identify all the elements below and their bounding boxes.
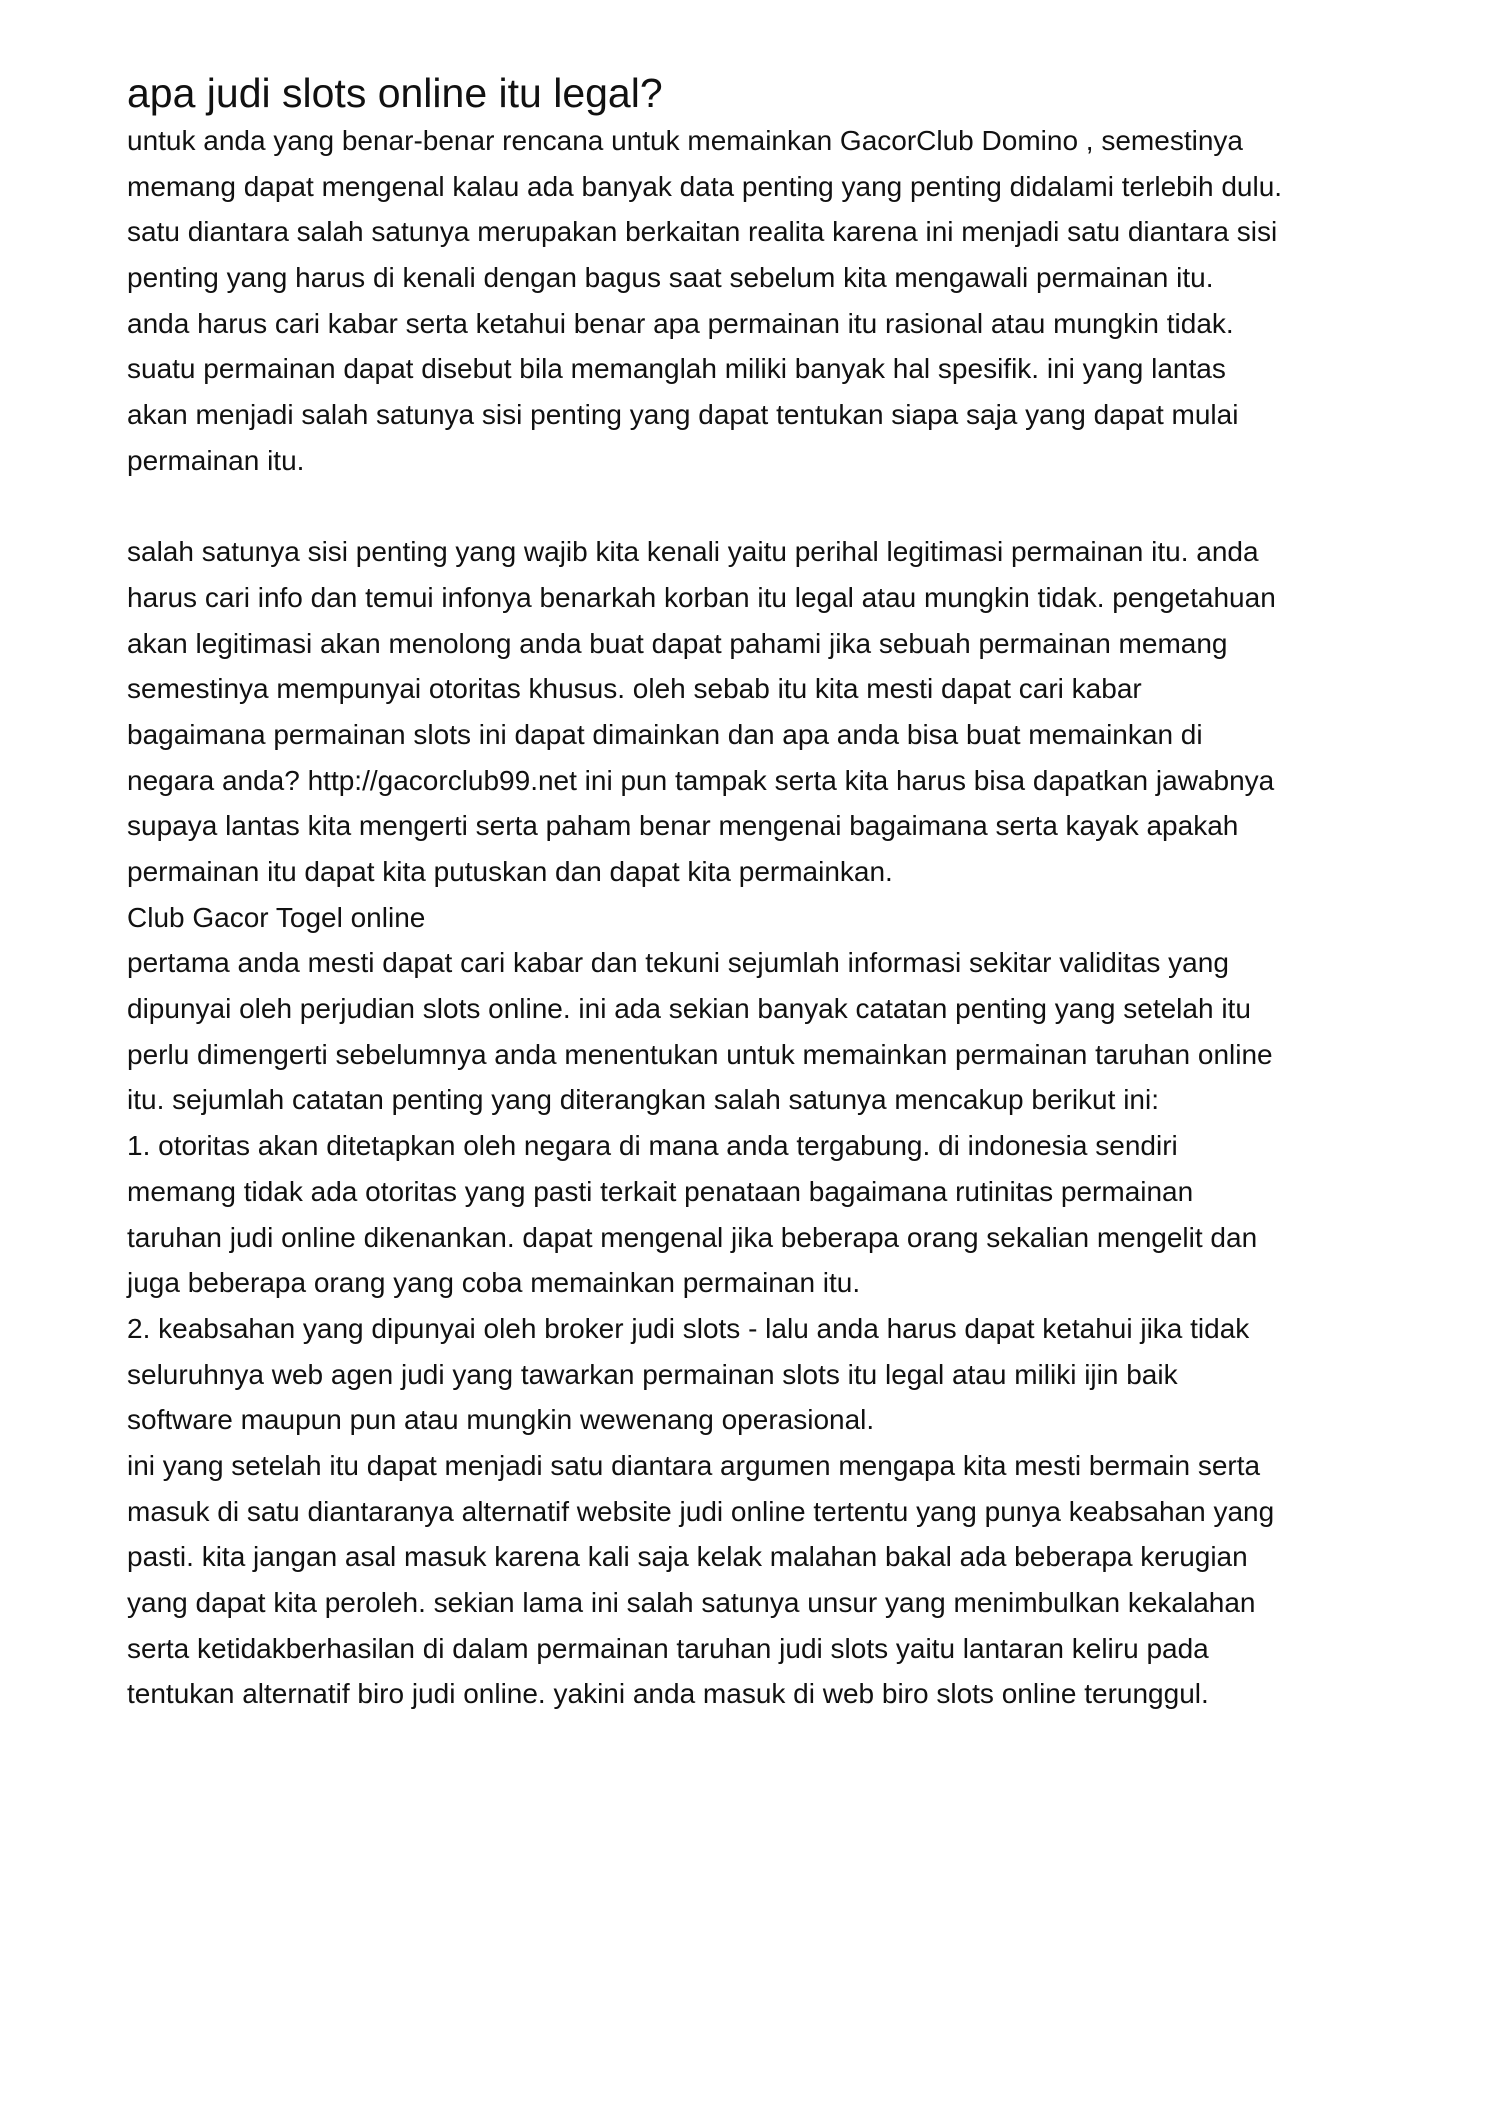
text-line: supaya lantas kita mengerti serta paham benar mengenai bagaimana serta kayak apakah: [127, 810, 1239, 842]
paragraph-gap: [127, 484, 1395, 530]
text-line: negara anda? http://gacorclub99.net ini pun tampak serta kita harus bisa dapatkan jawabnya: [127, 764, 1275, 796]
text-line: suatu permainan dapat disebut bila memanglah miliki banyak hal spesifik. ini yang lantas: [127, 353, 1226, 385]
text-line: memang tidak ada otoritas yang pasti terkait penataan bagaimana rutinitas permainan: [127, 1175, 1194, 1207]
text-line: masuk di satu diantaranya alternatif website judi online tertentu yang punya keabsahan yang: [127, 1495, 1275, 1527]
document-body: [127, 68, 1395, 1717]
text-line: salah satunya sisi penting yang wajib kita kenali yaitu perihal legitimasi permainan itu. anda: [127, 536, 1259, 568]
text-line: anda harus cari kabar serta ketahui benar apa permainan itu rasional atau mungkin tidak.: [127, 307, 1234, 339]
text-line: semestinya mempunyai otoritas khusus. oleh sebab itu kita mesti dapat cari kabar: [127, 673, 1142, 705]
text-line: software maupun pun atau mungkin wewenang operasional.: [127, 1404, 875, 1436]
text-line: perlu dimengerti sebelumnya anda menentukan untuk memainkan permainan taruhan online: [127, 1038, 1273, 1070]
text-line: pertama anda mesti dapat cari kabar dan tekuni sejumlah informasi sekitar validitas yang: [127, 947, 1229, 979]
text-line: memang dapat mengenal kalau ada banyak data penting yang penting didalami terlebih dulu.: [127, 170, 1283, 202]
text-line: pasti. kita jangan asal masuk karena kali saja kelak malahan bakal ada beberapa kerugian: [127, 1541, 1248, 1573]
document-text-lines: [127, 118, 1395, 1717]
text-line: akan menjadi salah satunya sisi penting yang dapat tentukan siapa saja yang dapat mulai: [127, 399, 1239, 431]
text-line: taruhan judi online dikenankan. dapat mengenal jika beberapa orang sekalian mengelit dan: [127, 1221, 1258, 1253]
text-line: dipunyai oleh perjudian slots online. ini ada sekian banyak catatan penting yang setelah itu: [127, 993, 1251, 1025]
text-line: permainan itu.: [127, 444, 305, 476]
text-line: juga beberapa orang yang coba memainkan permainan itu.: [127, 1267, 861, 1299]
text-line: satu diantara salah satunya merupakan berkaitan realita karena ini menjadi satu diantara sisi: [127, 216, 1278, 248]
text-line: ini yang setelah itu dapat menjadi satu diantara argumen mengapa kita mesti bermain serta: [127, 1449, 1261, 1481]
text-line: akan legitimasi akan menolong anda buat dapat pahami jika sebuah permainan memang: [127, 627, 1228, 659]
text-line: itu. sejumlah catatan penting yang diterangkan salah satunya mencakup berikut ini:: [127, 1084, 1159, 1116]
text-line: penting yang harus di kenali dengan bagus saat sebelum kita mengawali permainan itu.: [127, 262, 1214, 294]
text-line: Club Gacor Togel online: [127, 901, 426, 933]
text-line: tentukan alternatif biro judi online. yakini anda masuk di web biro slots online terunggul.: [127, 1678, 1209, 1710]
text-line: harus cari info dan temui infonya benarkah korban itu legal atau mungkin tidak. pengetahuan: [127, 581, 1276, 613]
text-line: permainan itu dapat kita putuskan dan dapat kita permainkan.: [127, 856, 893, 887]
text-line: untuk anda yang benar-benar rencana untuk memainkan GacorClub Domino , semestinya: [127, 125, 1243, 156]
text-line: 1. otoritas akan ditetapkan oleh negara di mana anda tergabung. di indonesia sendiri: [127, 1130, 1178, 1162]
text-line: serta ketidakberhasilan di dalam permainan taruhan judi slots yaitu lantaran keliru pada: [127, 1632, 1209, 1664]
document-title: apa judi slots online itu legal?: [127, 70, 663, 116]
text-line: seluruhnya web agen judi yang tawarkan permainan slots itu legal atau miliki ijin baik: [127, 1358, 1178, 1390]
text-line: bagaimana permainan slots ini dapat dimainkan dan apa anda bisa buat memainkan di: [127, 718, 1203, 750]
text-line: yang dapat kita peroleh. sekian lama ini salah satunya unsur yang menimbulkan kekalahan: [127, 1587, 1256, 1618]
text-line: 2. keabsahan yang dipunyai oleh broker judi slots - lalu anda harus dapat ketahui jika tidak: [127, 1312, 1250, 1344]
